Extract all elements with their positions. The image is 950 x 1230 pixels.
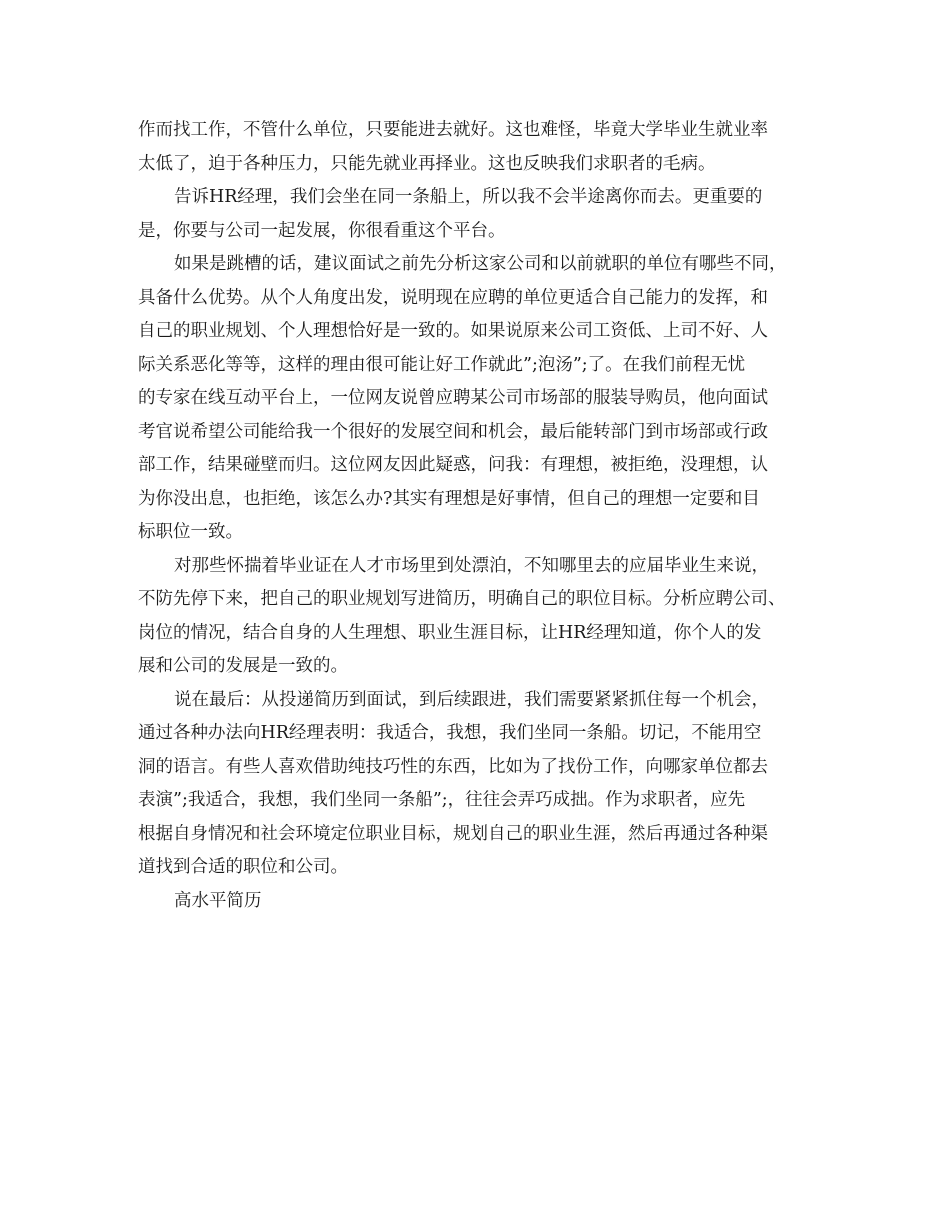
text-line: 对那些怀揣着毕业证在人才市场里到处漂泊，不知哪里去的应届毕业生来说， <box>174 555 769 576</box>
text-line: 考官说希望公司能给我一个很好的发展空间和机会，最后能转部门到市场部或行政 <box>138 421 768 442</box>
text-line: 表演”;我适合，我想，我们坐同一条船”;，往往会弄巧成拙。作为求职者，应先 <box>138 790 746 810</box>
text-line: 如果是跳槽的话，建议面试之前先分析这家公司和以前就职的单位有哪些不同， <box>174 254 787 274</box>
text-line: 自己的职业规划、个人理想恰好是一致的。如果说原来公司工资低、上司不好、人 <box>138 321 768 341</box>
document-body <box>138 114 818 918</box>
text-line: 标职位一致。 <box>138 522 243 542</box>
text-line: 洞的语言。有些人喜欢借助纯技巧性的东西，比如为了找份工作，向哪家单位都去 <box>138 756 768 777</box>
text-line: 太低了，迫于各种压力，只能先就业再择业。这也反映我们求职者的毛病。 <box>138 153 716 174</box>
text-line: 具备什么优势。从个人角度出发，说明现在应聘的单位更适合自己能力的发挥，和 <box>138 287 768 308</box>
text-line: 际关系恶化等等，这样的理由很可能让好工作就此”;泡汤”;了。在我们前程无忧 <box>138 354 746 375</box>
text-line: 是，你要与公司一起发展，你很看重这个平台。 <box>138 220 506 241</box>
text-line: 作而找工作，不管什么单位，只要能进去就好。这也难怪，毕竟大学毕业生就业率 <box>138 120 768 140</box>
text-line: 不防先停下来，把自己的职业规划写进简历，明确自己的职位目标。分析应聘公司、 <box>138 589 786 609</box>
text-line: 为你没出息，也拒绝，该怎么办?其实有理想是好事情，但自己的理想一定要和目 <box>138 488 760 509</box>
text-line: 部工作，结果碰壁而归。这位网友因此疑惑，问我：有理想，被拒绝，没理想，认 <box>138 455 768 475</box>
text-line: 展和公司的发展是一致的。 <box>138 656 348 676</box>
text-line: 岗位的情况，结合自身的人生理想、职业生涯目标，让HR经理知道，你个人的发 <box>138 622 762 643</box>
text-line: 根据自身情况和社会环境定位职业目标，规划自己的职业生涯，然后再通过各种渠 <box>138 823 768 844</box>
text-line: 的专家在线互动平台上，一位网友说曾应聘某公司市场部的服装导购员，他向面试 <box>138 388 768 408</box>
section-heading: 高水平简历 <box>174 890 262 911</box>
text-line: 通过各种办法向HR经理表明：我适合，我想，我们坐同一条船。切记，不能用空 <box>138 723 762 743</box>
text-line: 说在最后：从投递简历到面试，到后续跟进，我们需要紧紧抓住每一个机会， <box>174 689 769 710</box>
text-line: 告诉HR经理，我们会坐在同一条船上，所以我不会半途离你而去。更重要的 <box>174 187 763 207</box>
text-line: 道找到合适的职位和公司。 <box>138 857 348 877</box>
